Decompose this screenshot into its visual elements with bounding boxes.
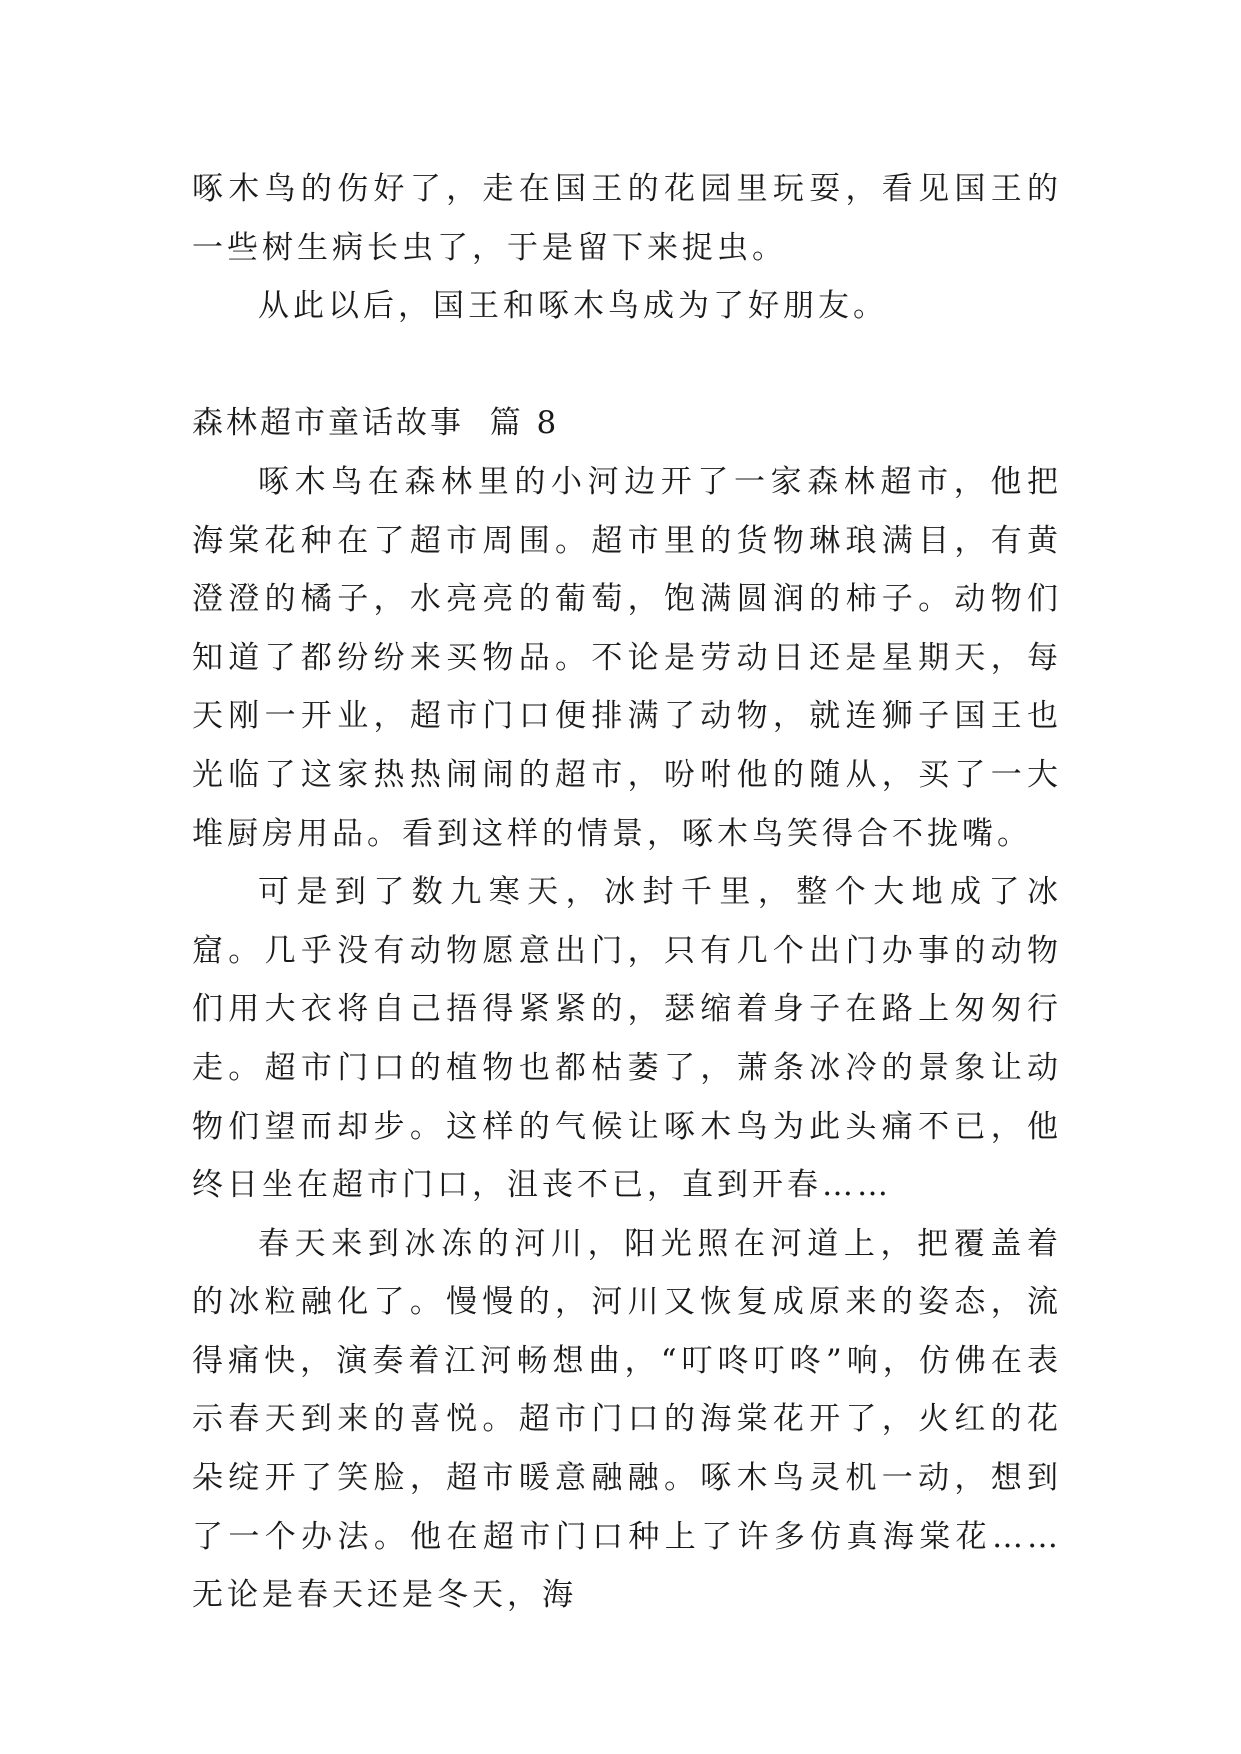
paragraph: 可是到了数九寒天，冰封千里，整个大地成了冰窟。几乎没有动物愿意出门，只有几个出门办事的动物们用大衣将自己捂得紧紧的，瑟缩着身子在路上匆匆行走。超市门口的植物也都枯萎了，萧条冰冷的景象让动物们望而却步。这样的气候让啄木鸟为此头痛不已，他终日坐在超市门口，沮丧不已，直到开春…… [192, 874, 1062, 1204]
paragraph-spacer [192, 336, 1062, 395]
paragraph: 从此以后，国王和啄木鸟成为了好朋友。 [258, 288, 888, 325]
document-body [192, 160, 1062, 1625]
paragraph: 春天来到冰冻的河川，阳光照在河道上，把覆盖着的冰粒融化了。慢慢的，河川又恢复成原来的姿态，流得痛快，演奏着江河畅想曲，“叮咚叮咚”响，仿佛在表示春天到来的喜悦。超市门口的海棠花开了，火红的花朵绽开了笑脸，超市暖意融融。啄木鸟灵机一动，想到了一个办法。他在超市门口种上了许多仿真海棠花……无论是春天还是冬天，海 [192, 1225, 1062, 1614]
section-title: 森林超市童话故事 篇 8 [192, 405, 560, 442]
paragraph: 啄木鸟在森林里的小河边开了一家森林超市，他把海棠花种在了超市周围。超市里的货物琳琅满目，有黄澄澄的橘子，水亮亮的葡萄，饱满圆润的柿子。动物们知道了都纷纷来买物品。不论是劳动日还是星期天，每天刚一开业，超市门口便排满了动物，就连狮子国王也光临了这家热热闹闹的超市，吩咐他的随从，买了一大堆厨房用品。看到这样的情景，啄木鸟笑得合不拢嘴。 [192, 463, 1062, 852]
paragraph: 啄木鸟的伤好了，走在国王的花园里玩耍，看见国王的一些树生病长虫了，于是留下来捉虫。 [192, 171, 1062, 266]
